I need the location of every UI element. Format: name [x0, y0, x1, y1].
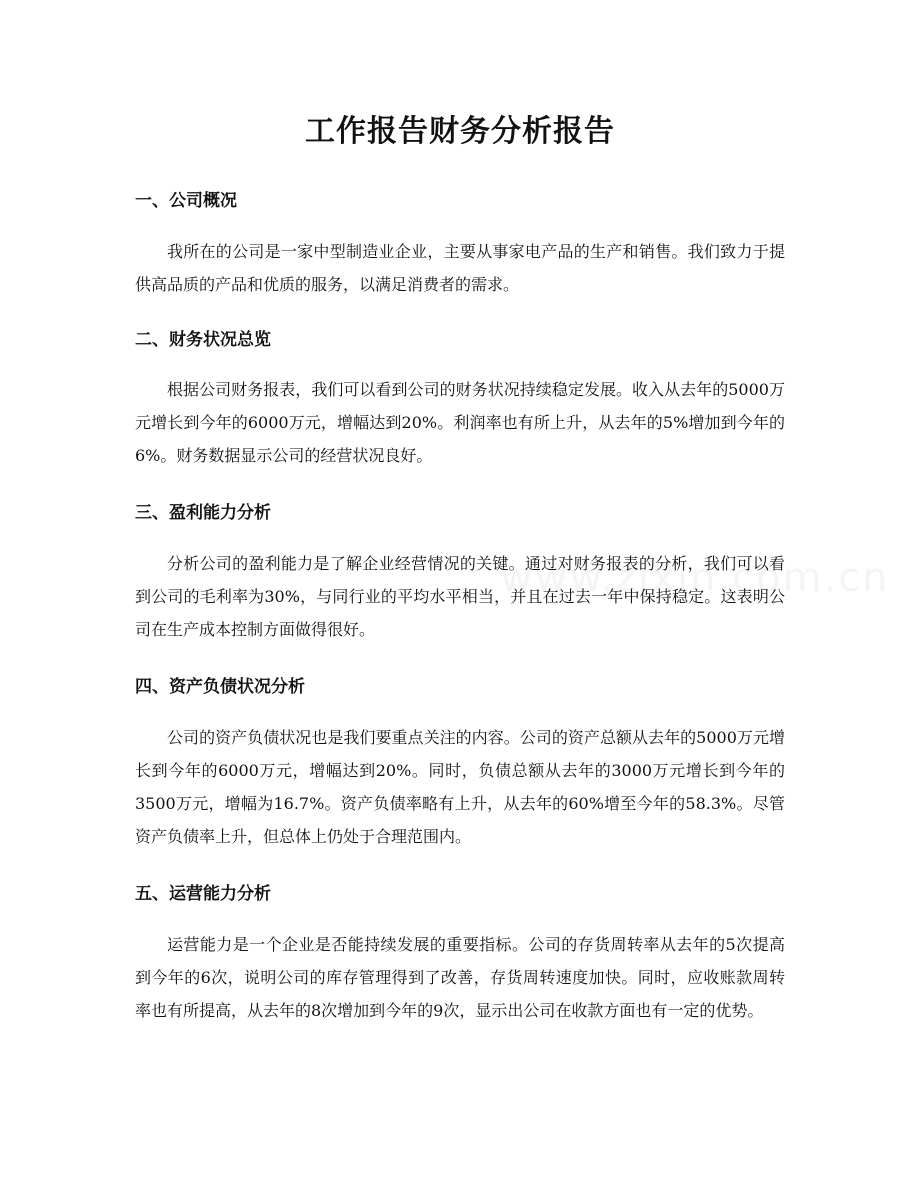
section-body-assets-liabilities: 公司的资产负债状况也是我们要重点关注的内容。公司的资产总额从去年的5000万元增长到今年的6000万元，增幅达到20%。同时，负债总额从去年的3000万元增长到今年的3500万元，增幅为16.7%。资产负债率略有上升，从去年的60%增至今年的58.3%。尽管资产负债率上升，但总体上仍处于合理范围内。 [135, 728, 785, 846]
section-body-financial-overview: 根据公司财务报表，我们可以看到公司的财务状况持续稳定发展。收入从去年的5000万元增长到今年的6000万元，增幅达到20%。利润率也有所上升，从去年的5%增加到今年的6%。财务数据显示公司的经营状况良好。 [135, 380, 785, 465]
section-body-company-overview: 我所在的公司是一家中型制造业企业，主要从事家电产品的生产和销售。我们致力于提供高品质的产品和优质的服务，以满足消费者的需求。 [135, 242, 785, 294]
section-heading-financial-overview: 二、财务状况总览 [135, 330, 271, 350]
section-heading-profitability: 三、盈利能力分析 [135, 503, 271, 523]
section-heading-assets-liabilities: 四、资产负债状况分析 [135, 677, 305, 697]
section-heading-operations: 五、运营能力分析 [135, 884, 271, 904]
section-body-operations: 运营能力是一个企业是否能持续发展的重要指标。公司的存货周转率从去年的5次提高到今年的6次，说明公司的库存管理得到了改善，存货周转速度加快。同时，应收账款周转率也有所提高，从去年的8次增加到今年的9次，显示出公司在收款方面也有一定的优势。 [135, 935, 785, 1020]
section-body-profitability: 分析公司的盈利能力是了解企业经营情况的关键。通过对财务报表的分析，我们可以看到公司的毛利率为30%，与同行业的平均水平相当，并且在过去一年中保持稳定。这表明公司在生产成本控制方面做得很好。 [135, 554, 785, 639]
document-title: 工作报告财务分析报告 [305, 114, 615, 149]
section-heading-company-overview: 一、公司概况 [135, 191, 237, 211]
